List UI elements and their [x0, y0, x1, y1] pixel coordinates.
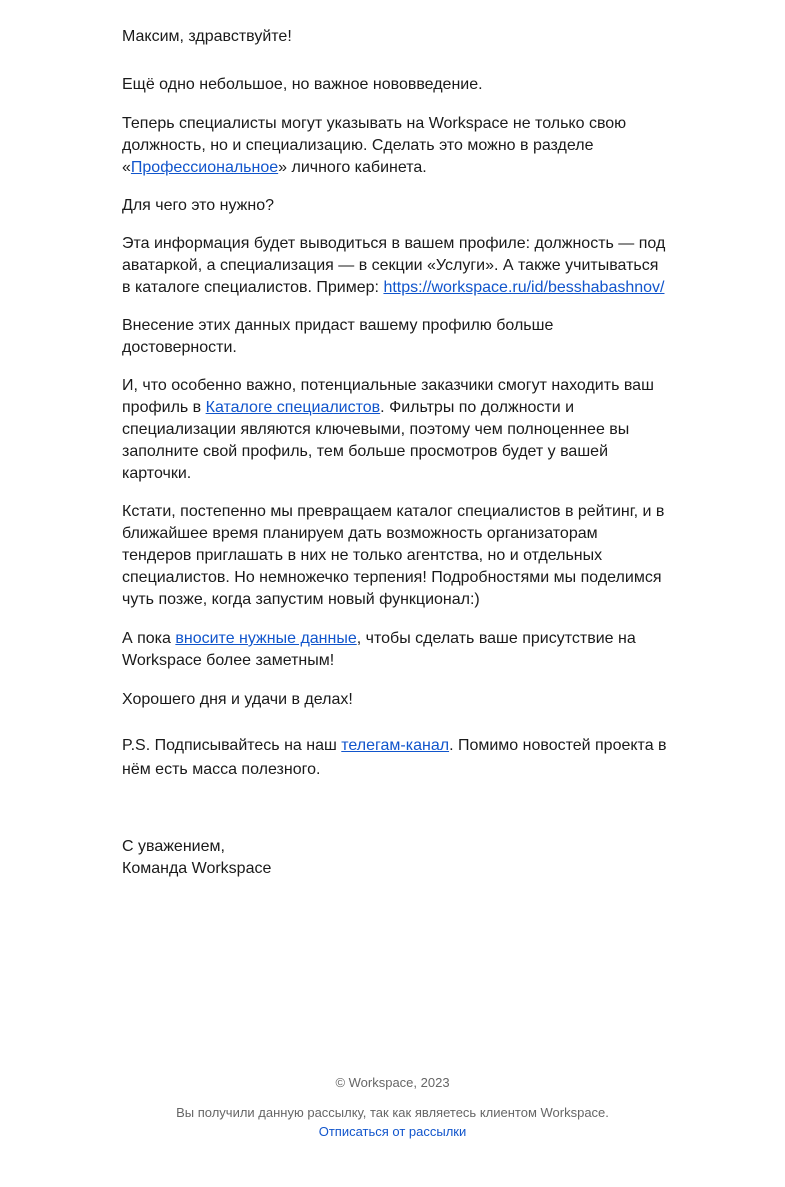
intro-paragraph: Ещё одно небольшое, но важное нововведение.: [122, 76, 483, 93]
postscript-text-before: P.S. Подписывайтесь на наш: [122, 737, 342, 754]
signature-team: Команда Workspace: [122, 860, 272, 877]
footer-notice: Вы получили данную рассылку, так как являетесь клиентом Workspace.: [176, 1105, 609, 1120]
paragraph-catalog: [122, 375, 667, 485]
paragraph-position-text-before: Теперь специалисты могут указывать на Workspace не только свою должность, но и специализацию. Сделать это можно в разделе «: [122, 115, 627, 176]
email-body: [122, 26, 667, 880]
postscript-text-after: . Помимо новостей проекта в нём есть масса полезного.: [122, 737, 667, 778]
paragraph-position-text-after: » личного кабинета.: [278, 159, 427, 176]
cta-text-before: А пока: [122, 630, 176, 647]
example-profile-link[interactable]: https://workspace.ru/id/besshabashnov/: [383, 279, 665, 296]
wish-line: Хорошего дня и удачи в делах!: [122, 691, 353, 708]
paragraph-position: [122, 113, 667, 179]
paragraph-profile-info: [122, 233, 667, 299]
question-heading: Для чего это нужно?: [122, 197, 274, 214]
enter-data-link[interactable]: вносите нужные данные: [175, 630, 357, 647]
signature-closing: С уважением,: [122, 838, 225, 855]
paragraph-call-to-action: [122, 628, 667, 672]
paragraph-catalog-text-after: . Фильтры по должности и специализации являются ключевыми, поэтому чем полноценнее вы заполните свой профиль, тем больше просмотров будет у вашей карточки.: [122, 399, 630, 482]
greeting: Максим, здравствуйте!: [122, 28, 292, 45]
paragraph-rating: Кстати, постепенно мы превращаем каталог специалистов в рейтинг, и в ближайшее время планируем дать возможность организаторам тендеров приглашать в них не только агентства, но и отдельных специалистов. Но немножечко терпения! Подробностями мы поделимся чуть позже, когда запустим новый функционал:): [122, 503, 665, 608]
professional-section-link[interactable]: Профессиональное: [130, 159, 279, 176]
specialists-catalog-link[interactable]: Каталоге специалистов: [205, 399, 381, 416]
paragraph-credibility: Внесение этих данных придаст вашему профилю больше достоверности.: [122, 317, 554, 356]
footer-copyright: © Workspace, 2023: [335, 1075, 450, 1090]
paragraph-catalog-text-before: И, что особенно важно, потенциальные заказчики смогут находить ваш профиль в: [122, 377, 654, 416]
email-footer: [0, 1073, 785, 1141]
postscript: [122, 734, 667, 782]
telegram-channel-link[interactable]: телегам-канал: [341, 737, 450, 754]
cta-text-after: , чтобы сделать ваше присутствие на Workspace более заметным!: [122, 630, 636, 669]
unsubscribe-link[interactable]: Отписаться от рассылки: [318, 1124, 467, 1139]
paragraph-profile-info-text: Эта информация будет выводиться в вашем профиле: должность — под аватаркой, а специализация — в секции «Услуги». А также учитываться в каталоге специалистов. Пример:: [122, 235, 666, 296]
